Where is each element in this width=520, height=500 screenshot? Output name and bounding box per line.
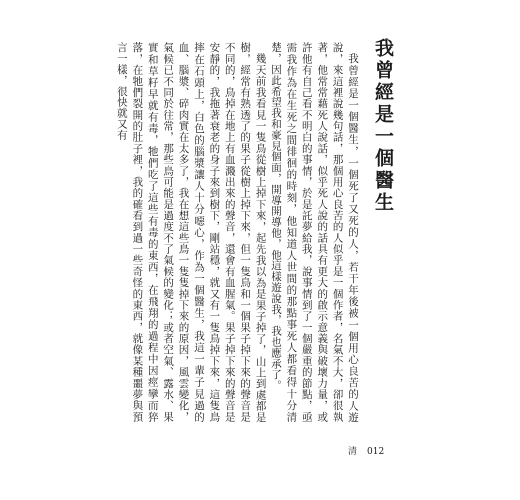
running-head: 清 bbox=[348, 447, 358, 457]
chapter-title: 我曾經是一個醫生 bbox=[372, 38, 394, 214]
paragraph: 幾天前我看見一隻鳥從樹上掉下來，起先我以為是果子掉了，山上到處都是樹，經常有熟透了的果子從樹上掉下來，但一隻鳥和一個果子掉下來的聲音是不同的，鳥掉在地上有血濺出來的聲音，還會有血腥氣。果子掉下來的聲音是安靜的，我拖著衰老的身子來到樹下，剛站穩，就又有一隻鳥掉下來，這隻鳥摔在石頭上，白色的腦漿讓人十分噁心，作為一個醫生，我這一輩子見過的血、腦漿、碎肉實在太多了，我在想這些鳥一隻隻掉下來的原因，風雲變化，氣候已不同於往常，那些鳥可能是過度不了氣候的變化；或者空氣、露水、果實和草籽早就有毒，牠們吃了這些有毒的東西，在飛翔的過程中因痙攣而猝落，在牠們裂開的肚子裡，我的確看到過一些奇怪的東西，就像某種噩夢與預言一樣，很快就又有 bbox=[115, 42, 267, 422]
page-footer bbox=[348, 444, 384, 457]
paragraph: 我曾經是一個醫生，一個死了又死的人，若干年後被一個用心良苦的人遊說，來這裡說幾句話，那個用心良苦的人似乎是一個作者，名氣不大，卻很執著，他常常藉死人說話，似乎死人說的話具有更大的啟示意義與破壞力量，或許他有自己看不明白的事情，於是託夢給我，說事情到了一個嚴重的節點，亟需我作為在生死之間徘徊的時刻，他知道人世間的那點事死人都看得十分清楚，因此希望我和豪見個面，開導開導他，他這樣遊說我，我也應承了。 bbox=[269, 42, 359, 422]
body-text bbox=[80, 42, 360, 422]
page-number: 012 bbox=[367, 447, 385, 457]
